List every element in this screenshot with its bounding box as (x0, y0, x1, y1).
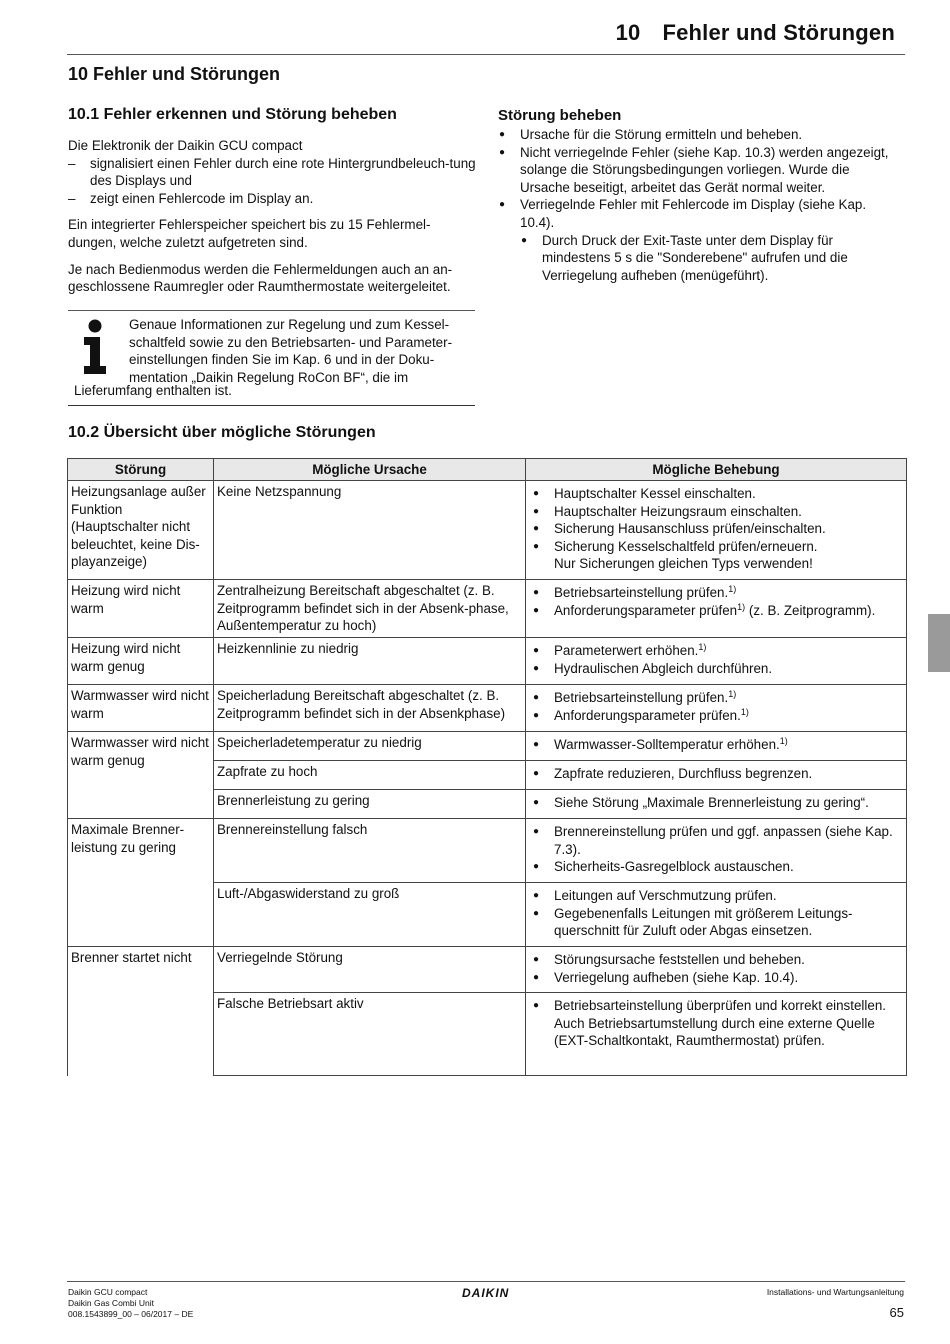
remedy-note: Auch Betriebsartumstellung durch eine externe Quelle (EXT-Schaltkontakt, Raumthermostat) prüfen. (554, 1015, 875, 1049)
remedy-item: ● Hauptschalter Heizungsraum einschalten. (532, 503, 900, 521)
behebung-cell (526, 580, 907, 638)
footer-rule (67, 1281, 905, 1282)
sub-bullet-list (520, 232, 898, 285)
remedy-item (532, 736, 900, 754)
remedy-item: ● Hydraulischen Abgleich durchführen. (532, 660, 900, 678)
bullet-item: ● Nicht verriegelnde Fehler (siehe Kap. 10.3) werden angezeigt, solange die Störungsbedingungen vorliegen. Wurde die Ursache beseitigt, arbeitet das Gerät normal weiter. (498, 144, 898, 197)
ursache-cell: Speicherladung Bereitschaft abgeschaltet (z. B. Zeitprogramm befindet sich in der Absenkphase) (214, 685, 526, 732)
chapter-number: 10 (615, 20, 641, 45)
column-header: Mögliche Behebung (526, 459, 907, 481)
stoerung-cell: Heizung wird nicht warm genug (68, 638, 214, 685)
footer-product-sub: Daikin Gas Combi Unit (68, 1298, 154, 1308)
remedy-text: Anforderungsparameter prüfen (554, 602, 738, 618)
remedy-item (532, 689, 900, 707)
table-row (68, 638, 907, 685)
footer-doc-number: 008.1543899_00 – 06/2017 – DE (68, 1309, 194, 1319)
footer-product: Daikin GCU compact (68, 1287, 148, 1297)
troubleshooting-table (67, 458, 907, 1076)
ursache-cell: Brennereinstellung falsch (214, 819, 526, 883)
sub-bullet-item: ● Durch Druck der Exit-Taste unter dem Display für mindestens 5 s die "Sonderebene" aufrufen und die Verriegelung aufheben (menügeführt). (520, 232, 898, 285)
remedy-item (532, 538, 900, 573)
subsection-heading-10-1: 10.1 Fehler erkennen und Störung beheben (68, 106, 397, 123)
remedy-text: Anforderungsparameter prüfen. (554, 707, 741, 723)
info-text-last: Lieferumfang enthalten ist. (74, 383, 232, 398)
remedy-item: ● Verriegelung aufheben (siehe Kap. 10.4). (532, 969, 900, 987)
footnote-ref: 1) (779, 736, 788, 746)
stoerung-cell: Heizungsanlage außer Funktion (Hauptschalter nicht beleuchtet, keine Dis-playanzeige) (68, 481, 214, 580)
ursache-cell: Zentralheizung Bereitschaft abgeschaltet (z. B. Zeitprogramm befindet sich in der Absenk-phase, Außentemperatur zu hoch) (214, 580, 526, 638)
column-header: Störung (68, 459, 214, 481)
table-row (68, 947, 907, 993)
remedy-text: Sicherung Kesselschaltfeld prüfen/erneuern. (554, 538, 818, 554)
remedy-item: ● Siehe Störung „Maximale Brennerleistung zu gering“. (532, 794, 900, 812)
remedy-item: ● Störungsursache feststellen und beheben. (532, 951, 900, 969)
bullet-item (498, 196, 898, 284)
footnote-ref: 1) (728, 584, 737, 594)
footnote-ref: 1) (740, 706, 749, 717)
dash-list (68, 155, 478, 208)
ursache-cell: Heizkennlinie zu niedrig (214, 638, 526, 685)
remedy-item: ● Sicherung Hausanschluss prüfen/einschalten. (532, 520, 900, 538)
remedy-text: Betriebsarteinstellung prüfen. (554, 690, 729, 705)
behebung-cell (526, 481, 907, 580)
footnote-ref: 1) (728, 689, 737, 699)
info-text: Genaue Informationen zur Regelung und zum Kessel-schaltfeld sowie zu den Betriebsarten- und Parameter-einstellungen finden Sie im Kap. 6 und in der Doku-mentation „Daikin Regelung RoCon BF“, die im (129, 317, 453, 385)
remedy-item: ● Leitungen auf Verschmutzung prüfen. (532, 887, 900, 905)
behebung-cell (526, 819, 907, 883)
remedy-item: ● Brennereinstellung prüfen und ggf. anpassen (siehe Kap. 7.3). (532, 823, 900, 858)
behebung-cell (526, 790, 907, 819)
remedy-text: (z. B. Zeitprogramm). (745, 602, 876, 618)
chapter-header (616, 20, 895, 46)
left-column-text (68, 137, 478, 305)
bullet-item: ● Ursache für die Störung ermitteln und beheben. (498, 126, 898, 144)
behebung-cell (526, 638, 907, 685)
remedy-text: Parameterwert erhöhen. (554, 643, 699, 658)
bullet-list (498, 126, 898, 284)
paragraph: Je nach Bedienmodus werden die Fehlermeldungen auch an an-geschlossene Raumregler oder Raumthermostate weitergeleitet. (68, 261, 453, 295)
remedy-item: ● Sicherheits-Gasregelblock austauschen. (532, 858, 900, 876)
remedy-item (532, 707, 900, 725)
chapter-title: Fehler und Störungen (662, 20, 895, 45)
intro-text: Die Elektronik der Daikin GCU compact (68, 138, 303, 153)
info-box (68, 310, 475, 406)
behebung-cell (526, 883, 907, 947)
table-header-row (68, 459, 907, 481)
remedy-item (532, 997, 900, 1050)
behebung-cell (526, 993, 907, 1076)
ursache-cell: Zapfrate zu hoch (214, 761, 526, 790)
remedy-item: ● Zapfrate reduzieren, Durchfluss begrenzen. (532, 765, 900, 783)
remedy-text: Warmwasser-Solltemperatur erhöhen. (554, 737, 780, 752)
table-row (68, 732, 907, 761)
stoerung-cell: Warmwasser wird nicht warm (68, 685, 214, 732)
remedy-item: ● Hauptschalter Kessel einschalten. (532, 485, 900, 503)
behebung-cell (526, 732, 907, 761)
page-number: 65 (889, 1305, 904, 1320)
stoerung-cell: Heizung wird nicht warm (68, 580, 214, 638)
behebung-cell (526, 947, 907, 993)
behebung-cell (526, 685, 907, 732)
remedy-text: Betriebsarteinstellung prüfen. (554, 585, 729, 600)
chapter-side-tab (928, 614, 950, 672)
info-icon (80, 319, 110, 375)
right-column-text (498, 126, 898, 284)
ursache-cell: Luft-/Abgaswiderstand zu groß (214, 883, 526, 947)
table-row (68, 685, 907, 732)
stoerung-beheben-heading: Störung beheben (498, 107, 622, 124)
table-row (68, 819, 907, 883)
dash-item: – zeigt einen Fehlercode im Display an. (68, 190, 478, 208)
column-header: Mögliche Ursache (214, 459, 526, 481)
ursache-cell: Verriegelnde Störung (214, 947, 526, 993)
ursache-cell: Keine Netzspannung (214, 481, 526, 580)
footnote-ref: 1) (737, 601, 746, 612)
stoerung-cell: Brenner startet nicht (68, 947, 214, 1076)
remedy-item: ● Gegebenenfalls Leitungen mit größerem Leitungs-querschnitt für Zuluft oder Abgas einsetzen. (532, 905, 900, 940)
ursache-cell: Brennerleistung zu gering (214, 790, 526, 819)
ursache-cell: Falsche Betriebsart aktiv (214, 993, 526, 1076)
subsection-heading-10-2: 10.2 Übersicht über mögliche Störungen (68, 424, 376, 441)
daikin-logo: DAIKIN (462, 1286, 510, 1300)
footnote-ref: 1) (698, 642, 707, 652)
table-row (68, 481, 907, 580)
remedy-item (532, 584, 900, 602)
dash-item: – signalisiert einen Fehler durch eine rote Hintergrundbeleuch-tung des Displays und (68, 155, 478, 190)
ursache-cell: Speicherladetemperatur zu niedrig (214, 732, 526, 761)
stoerung-cell: Warmwasser wird nicht warm genug (68, 732, 214, 819)
remedy-text: Betriebsarteinstellung überprüfen und korrekt einstellen. (554, 998, 886, 1013)
bullet-text: Verriegelnde Fehler mit Fehlercode im Display (siehe Kap. 10.4). (520, 197, 867, 230)
paragraph: Ein integrierter Fehlerspeicher speichert bis zu 15 Fehlermel-dungen, welche zuletzt aufgetreten sind. (68, 217, 431, 250)
remedy-note: Nur Sicherungen gleichen Typs verwenden! (554, 556, 813, 572)
section-heading: 10 Fehler und Störungen (68, 64, 281, 84)
stoerung-cell: Maximale Brenner-leistung zu gering (68, 819, 214, 947)
remedy-item (532, 642, 900, 660)
footer-doc-info (68, 1287, 193, 1320)
remedy-item (532, 602, 900, 620)
footer-doc-type: Installations- und Wartungsanleitung (766, 1287, 904, 1297)
behebung-cell (526, 761, 907, 790)
table-row (68, 580, 907, 638)
header-rule (67, 54, 905, 55)
